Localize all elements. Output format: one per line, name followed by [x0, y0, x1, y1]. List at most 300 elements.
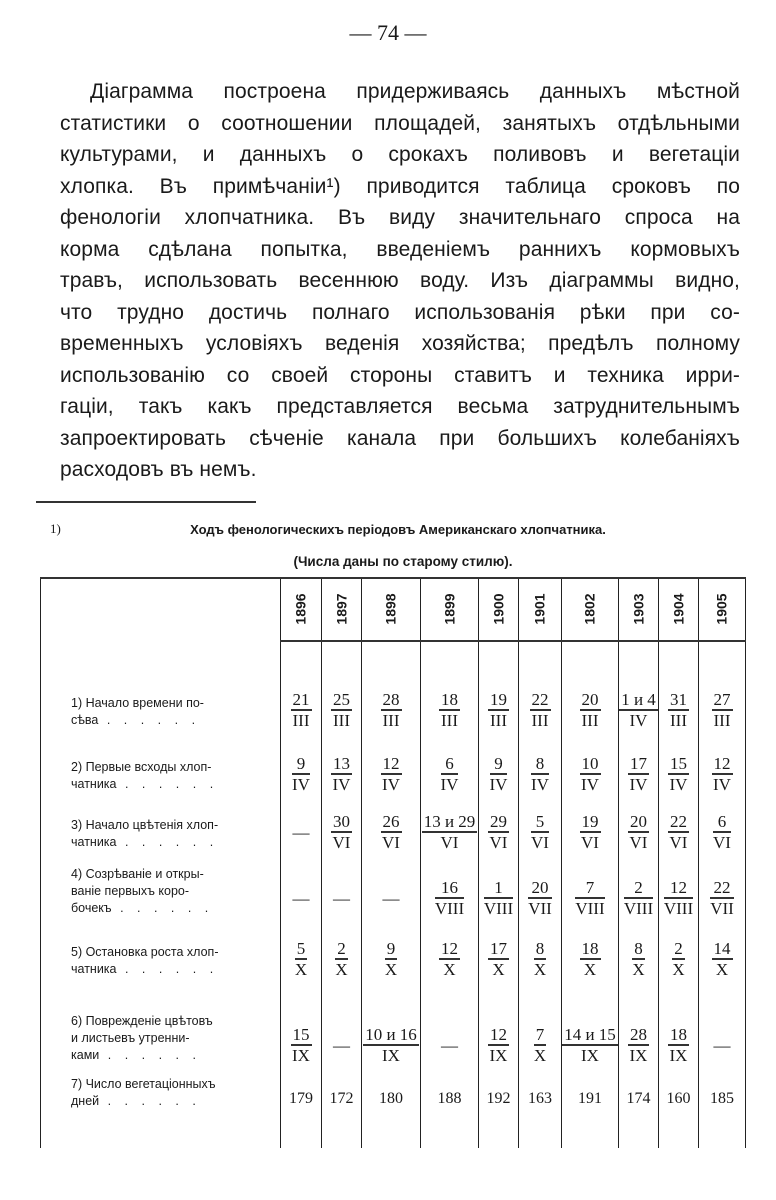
data-cell: [322, 674, 362, 735]
date-fraction: [422, 813, 478, 857]
data-cell: [659, 674, 699, 735]
spacer-cell: [659, 641, 699, 674]
month-roman: III: [713, 711, 731, 730]
leader-dots: . . . . . .: [99, 1094, 201, 1108]
data-cell: [322, 735, 362, 799]
leader-dots: . . . . . .: [116, 962, 219, 976]
data-cell: [362, 857, 421, 923]
day-value: 5: [531, 813, 549, 833]
day-value: 15: [292, 1025, 310, 1044]
data-cell: [562, 799, 619, 857]
data-cell: [619, 799, 659, 857]
date-fraction: [530, 691, 551, 735]
day-count: 179: [289, 1090, 313, 1107]
date-fraction: [575, 879, 604, 923]
month-roman: IX: [292, 1046, 310, 1065]
data-cell: [362, 923, 421, 984]
spacer-cell: [41, 641, 281, 674]
day-value: 12: [713, 754, 731, 773]
data-cell: [519, 735, 562, 799]
day-value: 19: [490, 690, 507, 709]
data-cell: [421, 674, 479, 735]
leader-dots: . . . . . .: [116, 777, 219, 791]
month-roman: III: [292, 711, 310, 730]
date-fraction: [385, 940, 398, 984]
row-label: [41, 674, 281, 735]
table-row: [41, 1070, 746, 1116]
spacer-cell: [41, 1116, 281, 1148]
paragraph-line: фенологіи хлопчатника. Въ виду значительнаго спроса на: [60, 206, 740, 229]
day-value: 8: [531, 755, 549, 775]
month-roman: III: [333, 711, 350, 730]
day-value: 5: [296, 939, 306, 958]
day-value: 20: [630, 812, 647, 831]
data-cell: [479, 799, 519, 857]
data-cell: [659, 1070, 699, 1116]
month-roman: VIII: [623, 899, 654, 918]
day-value: 17: [490, 939, 507, 958]
data-cell: [659, 923, 699, 984]
month-roman: III: [382, 711, 400, 730]
day-value: 14: [713, 939, 731, 958]
data-cell: [322, 923, 362, 984]
date-fraction: [488, 813, 509, 857]
data-cell: [362, 799, 421, 857]
day-value: 22: [710, 879, 734, 899]
day-value: 2: [674, 939, 683, 958]
day-value: 12: [382, 754, 400, 773]
row-label-line: 7) Число вегетаціонныхъ: [71, 1077, 216, 1091]
month-roman: IX: [489, 1046, 508, 1065]
data-cell: [562, 1070, 619, 1116]
day-value: 22: [531, 690, 549, 709]
day-value: 29: [490, 812, 507, 831]
data-cell: [479, 1070, 519, 1116]
date-fraction: [488, 1026, 509, 1070]
data-cell: [421, 799, 479, 857]
data-cell: [362, 735, 421, 799]
year-label: 1896: [293, 592, 309, 625]
data-cell: [421, 984, 479, 1070]
date-fraction: [531, 755, 549, 799]
month-roman: IV: [489, 775, 508, 794]
data-cell: [322, 799, 362, 857]
date-fraction: [580, 755, 601, 799]
date-fraction: [628, 755, 649, 799]
data-cell: [699, 857, 746, 923]
spacer-cell: [699, 641, 746, 674]
leader-dots: . . . . . .: [99, 1048, 201, 1062]
day-value: 20: [581, 690, 599, 709]
paragraph-line: культурами, и данныхъ о срокахъ поливовъ и вегетаціи: [60, 143, 740, 166]
leader-dots: . . . . . .: [116, 835, 219, 849]
date-fraction: [632, 940, 645, 984]
row-label-line: чатника: [71, 835, 117, 849]
data-cell: [659, 735, 699, 799]
day-count: 160: [666, 1090, 691, 1107]
table-row: [41, 857, 746, 923]
month-roman: III: [581, 711, 599, 730]
paragraph-line: что трудно достичь полнаго использованія рѣки при со-: [60, 300, 740, 324]
month-roman: III: [490, 711, 507, 730]
table-subtitle: (Числа даны по старому стилю).: [293, 554, 513, 569]
header-label-cell: [41, 578, 281, 641]
month-roman: IV: [440, 775, 459, 794]
date-fraction: [672, 940, 685, 984]
row-label-line: ками: [71, 1048, 100, 1062]
day-count: 191: [578, 1090, 602, 1107]
spacer-cell: [562, 1116, 619, 1148]
month-roman: IX: [382, 1046, 400, 1065]
data-cell: [562, 984, 619, 1070]
data-cell: [519, 857, 562, 923]
date-fraction: [712, 691, 733, 735]
year-header: [659, 578, 699, 641]
data-cell: [519, 1070, 562, 1116]
data-cell: [322, 857, 362, 923]
month-roman: X: [335, 960, 348, 979]
year-header: [699, 578, 746, 641]
day-value: 10 и 16: [365, 1025, 417, 1044]
day-value: 9: [292, 755, 310, 775]
date-fraction: [488, 940, 509, 984]
date-fraction: [490, 755, 508, 799]
data-cell: [479, 923, 519, 984]
data-cell: [562, 735, 619, 799]
month-roman: VI: [382, 833, 400, 852]
month-roman: III: [531, 711, 549, 730]
date-fraction: [291, 1026, 312, 1070]
month-roman: VI: [669, 833, 688, 852]
month-roman: IV: [629, 711, 648, 730]
row-label-line: 2) Первые всходы хлоп-: [71, 760, 212, 774]
year-label: 1905: [714, 592, 730, 625]
date-fraction: [488, 691, 509, 735]
date-fraction: [580, 813, 601, 857]
date-fraction: [484, 879, 513, 923]
row-label-line: чатника: [71, 777, 117, 791]
month-roman: III: [670, 711, 687, 730]
data-cell: [281, 674, 322, 735]
month-roman: IV: [713, 775, 731, 794]
month-roman: VII: [528, 899, 552, 918]
day-value: 2: [337, 939, 346, 958]
row-label-line: дней: [71, 1094, 100, 1108]
day-count: 188: [437, 1090, 462, 1107]
year-header: [362, 578, 421, 641]
date-fraction: [580, 691, 601, 735]
month-roman: IV: [382, 775, 400, 794]
spacer-cell: [562, 641, 619, 674]
day-value: 13: [333, 754, 350, 773]
month-roman: IV: [292, 775, 310, 794]
date-fraction: [381, 691, 402, 735]
day-value: 30: [333, 812, 350, 831]
spacer-cell: [322, 1116, 362, 1148]
data-cell: [479, 735, 519, 799]
date-fraction: [435, 879, 464, 923]
leader-dots: . . . . . .: [98, 713, 201, 727]
year-label: 1903: [630, 592, 647, 625]
header-row: [41, 578, 746, 641]
paragraph-line: хлопка. Въ примѣчаніи¹) приводится таблица сроковъ по: [60, 174, 740, 198]
date-fraction: [441, 755, 459, 799]
row-label-line: 5) Остановка роста хлоп-: [71, 945, 219, 959]
data-cell: [479, 674, 519, 735]
row-label-line: 6) Поврежденіе цвѣтовъ: [71, 1014, 213, 1028]
data-cell: [519, 984, 562, 1070]
no-data-dash: —: [292, 823, 310, 842]
day-value: 7: [535, 1025, 545, 1044]
date-fraction: [628, 813, 649, 857]
day-value: 22: [670, 812, 687, 831]
row-label: [41, 984, 281, 1070]
month-roman: IV: [332, 775, 351, 794]
date-fraction: [710, 879, 734, 923]
year-label: 1899: [441, 592, 458, 625]
paragraph-line: использованію со своей стороны ставитъ и техника ирри-: [60, 363, 740, 387]
day-value: 12: [490, 1025, 507, 1044]
month-roman: IX: [629, 1046, 648, 1065]
data-cell: [421, 735, 479, 799]
data-cell: [699, 1070, 746, 1116]
year-header: [619, 578, 659, 641]
no-data-dash: —: [713, 1036, 731, 1055]
data-cell: [699, 735, 746, 799]
table-row: [41, 984, 746, 1070]
data-cell: [479, 857, 519, 923]
footnote-divider: [36, 501, 256, 503]
row-label-line: бочекъ: [71, 901, 112, 915]
data-cell: [281, 735, 322, 799]
day-count: 192: [486, 1090, 511, 1107]
data-cell: [619, 674, 659, 735]
year-header: [479, 578, 519, 641]
day-value: 15: [670, 754, 687, 773]
date-fraction: [295, 940, 308, 984]
day-value: 9: [490, 755, 508, 775]
day-value: 28: [382, 690, 400, 709]
spacer-cell: [699, 1116, 746, 1148]
body-paragraph: [60, 76, 740, 486]
month-roman: X: [632, 960, 645, 979]
no-data-dash: —: [333, 889, 350, 908]
month-roman: IV: [629, 775, 648, 794]
date-fraction: [668, 691, 689, 735]
table-row: [41, 799, 746, 857]
data-cell: [362, 1070, 421, 1116]
data-cell: [281, 857, 322, 923]
date-fraction: [292, 755, 310, 799]
date-fraction: [668, 813, 689, 857]
data-cell: [619, 984, 659, 1070]
month-roman: IV: [531, 775, 549, 794]
row-label-line: чатника: [71, 962, 117, 976]
data-cell: [479, 984, 519, 1070]
year-label: 1897: [333, 592, 350, 625]
data-cell: [699, 674, 746, 735]
spacer-cell: [519, 1116, 562, 1148]
day-value: 28: [630, 1025, 647, 1044]
date-fraction: [528, 879, 552, 923]
date-fraction: [712, 755, 733, 799]
date-fraction: [713, 813, 731, 857]
spacer-cell: [362, 641, 421, 674]
data-cell: [619, 923, 659, 984]
row-label-line: ваніе первыхъ коро-: [71, 884, 190, 898]
day-value: 6: [713, 813, 731, 833]
month-roman: X: [715, 960, 729, 979]
day-value: 18: [581, 939, 599, 958]
data-cell: [281, 923, 322, 984]
day-value: 1 и 4: [621, 690, 656, 709]
data-cell: [562, 674, 619, 735]
date-fraction: [291, 691, 312, 735]
month-roman: X: [443, 960, 456, 979]
day-value: 1: [484, 879, 513, 899]
date-fraction: [439, 691, 460, 735]
month-roman: X: [533, 960, 547, 979]
data-cell: [659, 857, 699, 923]
spacer-cell: [362, 1116, 421, 1148]
day-value: 12: [664, 879, 693, 899]
year-label: 1904: [670, 592, 687, 625]
day-value: 25: [333, 690, 350, 709]
spacer-cell: [659, 1116, 699, 1148]
data-cell: [699, 923, 746, 984]
day-value: 10: [581, 754, 599, 773]
paragraph-line: Діаграмма построена придерживаясь данныхъ мѣстной: [90, 80, 740, 103]
data-cell: [362, 674, 421, 735]
day-value: 19: [581, 812, 599, 831]
row-label-line: и листьевъ утренни-: [71, 1031, 190, 1045]
data-cell: [281, 1070, 322, 1116]
year-header: [281, 578, 322, 641]
no-data-dash: —: [382, 889, 400, 908]
month-roman: VIII: [483, 899, 514, 918]
footnote-mark: 1): [50, 521, 61, 536]
date-fraction: [668, 1026, 689, 1070]
date-fraction: [439, 940, 460, 984]
day-value: 6: [441, 755, 459, 775]
month-roman: IX: [581, 1046, 599, 1065]
month-roman: X: [294, 960, 308, 979]
date-fraction: [331, 755, 352, 799]
date-fraction: [331, 813, 352, 857]
date-fraction: [534, 1026, 547, 1070]
phenology-table: [40, 577, 746, 1148]
data-cell: [322, 984, 362, 1070]
data-cell: [562, 923, 619, 984]
date-fraction: [335, 940, 348, 984]
day-count: 185: [710, 1090, 734, 1107]
data-cell: [619, 1070, 659, 1116]
month-roman: VII: [710, 899, 734, 918]
day-value: 18: [670, 1025, 687, 1044]
data-cell: [562, 857, 619, 923]
date-fraction: [580, 940, 601, 984]
paragraph-line: статистики о соотношении площадей, занятыхъ отдѣльными: [60, 111, 740, 135]
page-number: — 74 —: [349, 20, 427, 45]
date-fraction: [381, 755, 402, 799]
paragraph-line: травъ, использовать весеннюю воду. Изъ діаграммы видно,: [60, 269, 740, 292]
month-roman: X: [583, 960, 597, 979]
data-cell: [281, 799, 322, 857]
spacer-row: [41, 641, 746, 674]
data-cell: [421, 923, 479, 984]
no-data-dash: —: [333, 1036, 350, 1055]
table-row: [41, 674, 746, 735]
month-roman: VI: [629, 833, 648, 852]
no-data-dash: —: [441, 1036, 458, 1055]
month-roman: VI: [531, 833, 549, 852]
spacer-cell: [619, 641, 659, 674]
spacer-cell: [281, 1116, 322, 1148]
date-fraction: [619, 691, 658, 735]
table-title: Ходъ фенологическихъ періодовъ Американскаго хлопчатника.: [190, 522, 606, 537]
year-label: 1900: [490, 592, 507, 625]
day-value: 2: [624, 879, 653, 899]
year-header: [322, 578, 362, 641]
month-roman: VI: [332, 833, 351, 852]
row-label-line: 1) Начало времени по-: [71, 696, 204, 710]
data-cell: [421, 857, 479, 923]
row-label-line: 3) Начало цвѣтенія хлоп-: [71, 818, 219, 832]
data-cell: [519, 799, 562, 857]
date-fraction: [331, 691, 352, 735]
month-roman: VI: [489, 833, 508, 852]
year-label: 1901: [532, 592, 548, 625]
month-roman: IX: [669, 1046, 688, 1065]
year-label: 1802: [582, 592, 598, 625]
day-count: 180: [379, 1090, 403, 1107]
date-fraction: [664, 879, 693, 923]
date-fraction: [628, 1026, 649, 1070]
spacer-cell: [322, 641, 362, 674]
data-cell: [281, 984, 322, 1070]
day-value: 20: [528, 879, 552, 899]
data-cell: [619, 735, 659, 799]
month-roman: X: [672, 960, 685, 979]
data-cell: [699, 984, 746, 1070]
date-fraction: [363, 1026, 419, 1070]
month-roman: VIII: [575, 899, 605, 918]
day-count: 172: [329, 1090, 354, 1107]
date-fraction: [668, 755, 689, 799]
spacer-cell: [479, 1116, 519, 1148]
day-value: 17: [630, 754, 647, 773]
row-label: [41, 923, 281, 984]
day-count: 163: [528, 1090, 552, 1107]
bottom-spacer-row: [41, 1116, 746, 1148]
day-value: 27: [713, 690, 731, 709]
day-value: 8: [535, 939, 545, 958]
day-value: 7: [575, 879, 604, 899]
month-roman: III: [441, 711, 458, 730]
year-header: [421, 578, 479, 641]
spacer-cell: [421, 641, 479, 674]
year-label: 1898: [383, 592, 399, 625]
month-roman: X: [384, 960, 398, 979]
day-value: 13 и 29: [423, 812, 476, 831]
row-label: [41, 735, 281, 799]
date-fraction: [534, 940, 547, 984]
row-label-line: сѣва: [71, 713, 99, 727]
day-value: 31: [670, 690, 687, 709]
month-roman: IV: [581, 775, 599, 794]
day-value: 26: [382, 812, 400, 831]
month-roman: IV: [669, 775, 688, 794]
